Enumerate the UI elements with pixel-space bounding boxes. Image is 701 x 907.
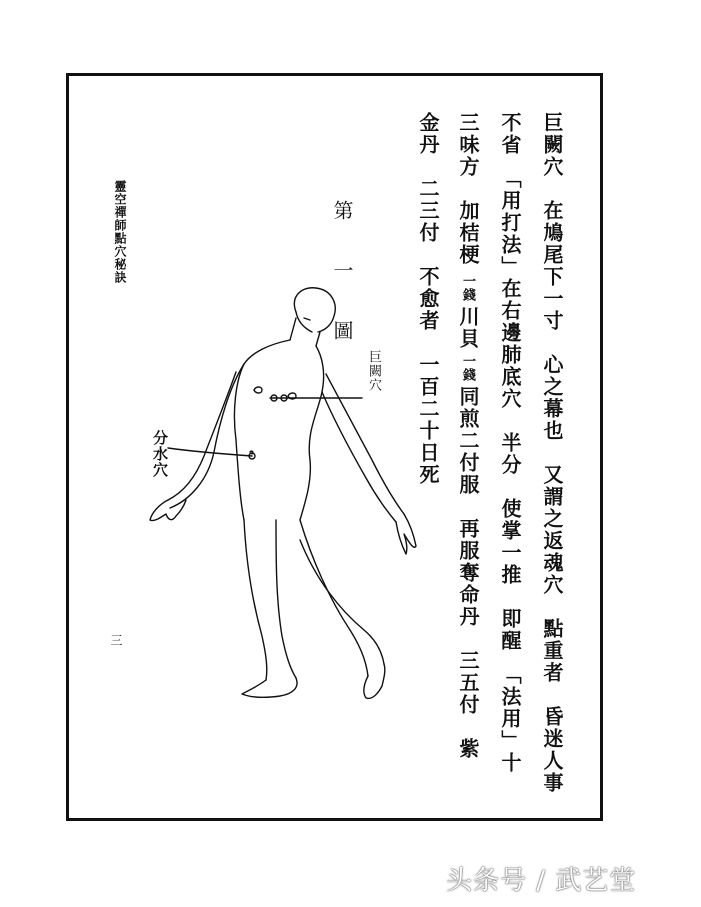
text-column-3-part-a: 三味方 加桔梗 bbox=[456, 112, 480, 266]
text-column-4: 金丹 二三付 不愈者 一百二十日死 bbox=[416, 112, 440, 486]
text-column-3-part-b: 川貝 bbox=[456, 306, 480, 350]
text-column-2: 不省 「用打法」在右邊肺底穴 半分 使掌一推 即醒 「法用」十 bbox=[498, 112, 522, 774]
text-column-3-note-1: 一錢 bbox=[460, 274, 475, 302]
page-number: 三 bbox=[109, 634, 123, 646]
figure-title: 第一圖 bbox=[330, 200, 354, 380]
watermark-text: 头条号 / 武艺堂 bbox=[446, 866, 637, 896]
point-label-upper: 巨闕穴 bbox=[366, 350, 381, 392]
point-label-lower: 分水穴 bbox=[151, 430, 169, 478]
text-column-1: 巨闕穴 在鳩尾下一寸 心之幕也 又謂之返魂穴 點重者 昏迷人事 bbox=[540, 112, 564, 794]
book-title: 靈空禪師點穴秘訣 bbox=[113, 180, 127, 284]
text-column-3-part-c: 同煎二付服 再服奪命丹 三五付 紫 bbox=[456, 386, 480, 760]
text-column-3-note-2: 一錢 bbox=[460, 354, 475, 382]
